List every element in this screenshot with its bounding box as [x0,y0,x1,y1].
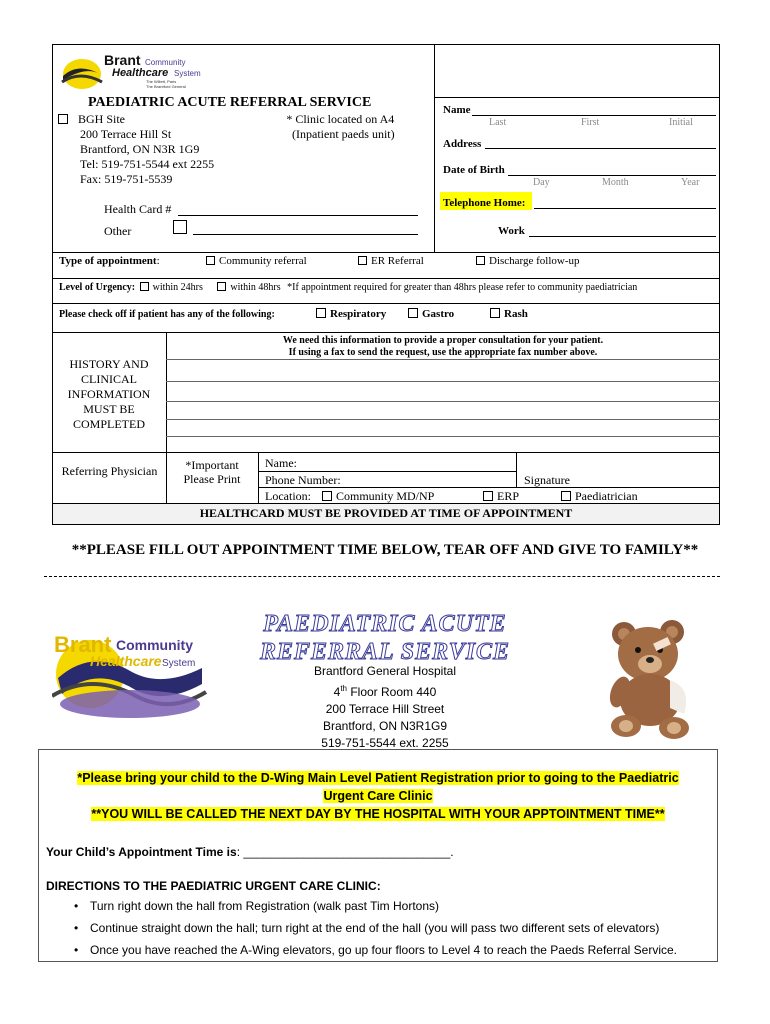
svg-text:Healthcare: Healthcare [112,67,169,79]
appt-type-label: Type of appointment [59,255,157,267]
tear-line [44,576,720,577]
ref-name-field[interactable]: Name: [265,456,297,470]
appointment-time-label: Your Child’s Appointment Time is [46,845,237,859]
info-note-2: If using a fax to send the request, use the appropriate fax number above. [288,347,598,358]
appt-community-option[interactable]: Community referral [206,255,307,267]
dob-label: Date of Birth [443,164,505,176]
appointment-time-field[interactable]: : _______________________________. [236,845,454,859]
svg-text:Brant: Brant [54,632,112,657]
signature-field[interactable]: Signature [524,473,570,487]
urgency-24-option[interactable]: within 24hrs [138,282,203,293]
fax: Fax: 519-751-5539 [80,172,173,186]
directions-list [46,895,718,961]
important-label: *Important [185,458,239,472]
work-label: Work [498,225,525,237]
address-line-2: Brantford, ON N3R 1G9 [80,142,200,156]
history-text-area[interactable] [168,360,718,450]
form-title: PAEDIATRIC ACUTE REFERRAL SERVICE [88,95,372,110]
dob-field[interactable] [508,175,716,176]
clinic-phone: 519-751-5544 ext. 2255 [321,736,449,750]
location-row: Location: Community MD/NP [265,489,435,503]
other-field[interactable] [193,234,418,235]
street-address: 200 Terrace Hill Street [325,702,445,716]
family-title: PAEDIATRIC ACUTE REFERRAL SERVICE [259,611,511,665]
direction-step-2: • Continue straight down the hall; turn right at the end of the hall (you will pass two different sets of elevators) [46,917,718,939]
work-field[interactable] [529,236,716,237]
location-paediatrician-option[interactable]: Paediatrician [561,489,638,504]
address-field[interactable] [485,148,716,149]
other-label: Other [104,224,132,238]
brant-logo [60,50,220,92]
site-note-2: (Inpatient paeds unit) [292,127,395,141]
telephone-label: Telephone Home: [443,197,526,209]
gastro-option[interactable]: Gastro [408,308,454,320]
appt-er-option[interactable]: ER Referral [358,255,424,267]
svg-text:Community: Community [116,637,193,653]
directions-heading: DIRECTIONS TO THE PAEDIATRIC URGENT CARE CLINIC: [46,879,381,893]
city-address: Brantford, ON N3R1G9 [322,719,448,733]
conditions-label: Please check off if patient has any of the following: [59,309,275,320]
svg-text:System: System [162,658,196,669]
svg-text:The Brantford General: The Brantford General [146,84,186,89]
tel: Tel: 519-751-5544 ext 2255 [80,157,215,171]
location-community-option[interactable]: Community MD/NP [322,489,434,503]
name-field[interactable] [472,115,716,116]
svg-text:The Willett, Paris: The Willett, Paris [146,79,177,84]
please-print-label: Please Print [183,472,241,486]
urgency-48-option[interactable]: within 48hrs [217,282,280,293]
direction-step-3: • Once you have reached the A-Wing elevators, go up four floors to Level 4 to reach the Paeds Referral Service. [46,939,718,961]
svg-text:Community: Community [145,58,186,67]
ref-phone-field[interactable]: Phone Number: [265,473,341,487]
health-card-label: Health Card # [104,202,172,216]
appt-discharge-option[interactable]: Discharge follow-up [476,255,580,267]
info-note-1: We need this information to provide a proper consultation for your patient. [282,335,604,346]
address-label: Address [443,138,482,150]
rash-option[interactable]: Rash [490,308,528,320]
history-label: HISTORY AND CLINICAL INFORMATION MUST BE COMPLETED [67,357,151,431]
location-erp-option[interactable]: ERP [483,489,519,504]
svg-text:System: System [174,69,201,78]
address-line-1: 200 Terrace Hill St [80,127,172,141]
name-label: Name [443,104,471,116]
health-card-field[interactable] [178,215,418,216]
telephone-home-field[interactable] [534,208,716,209]
direction-step-1: • Turn right down the hall from Registration (walk past Tim Hortons) [46,895,718,917]
respiratory-option[interactable]: Respiratory [316,308,386,320]
family-logo [52,628,222,720]
urgency-label: Level of Urgency: [59,282,136,293]
appt-type-row: Type of appointment: [59,255,160,267]
referring-physician-label: Referring Physician [61,464,158,478]
site-note-1: * Clinic located on A4 [286,112,395,126]
urgency-row [59,282,637,293]
urgency-note: *If appointment required for greater than 48hrs please refer to community paediatrician [287,282,638,293]
hospital-name: Brantford General Hospital [313,664,457,678]
other-checkbox[interactable] [173,220,187,234]
logo-brand: Brant [104,52,141,68]
registration-notice: *Please bring your child to the D-Wing Main Level Patient Registration prior to going to the Paediatric Urgent Care Clinic **YOU WILL BE CALLED THE NEXT DAY BY THE HOSPITAL WITH YOUR APPTOINTMENT TIME** [77,771,679,821]
appointment-time-row [46,845,454,859]
teddy-bear-image [600,618,710,740]
healthcard-notice: HEALTHCARD MUST BE PROVIDED AT TIME OF APPOINTMENT [199,506,573,520]
tear-off-notice: **PLEASE FILL OUT APPOINTMENT TIME BELOW, TEAR OFF AND GIVE TO FAMILY** [71,542,699,558]
svg-text:Healthcare: Healthcare [90,653,162,669]
floor-room: 4th Floor Room 440 [333,684,437,699]
site-label: BGH Site [78,112,126,126]
bgh-site-checkbox[interactable] [58,114,68,124]
